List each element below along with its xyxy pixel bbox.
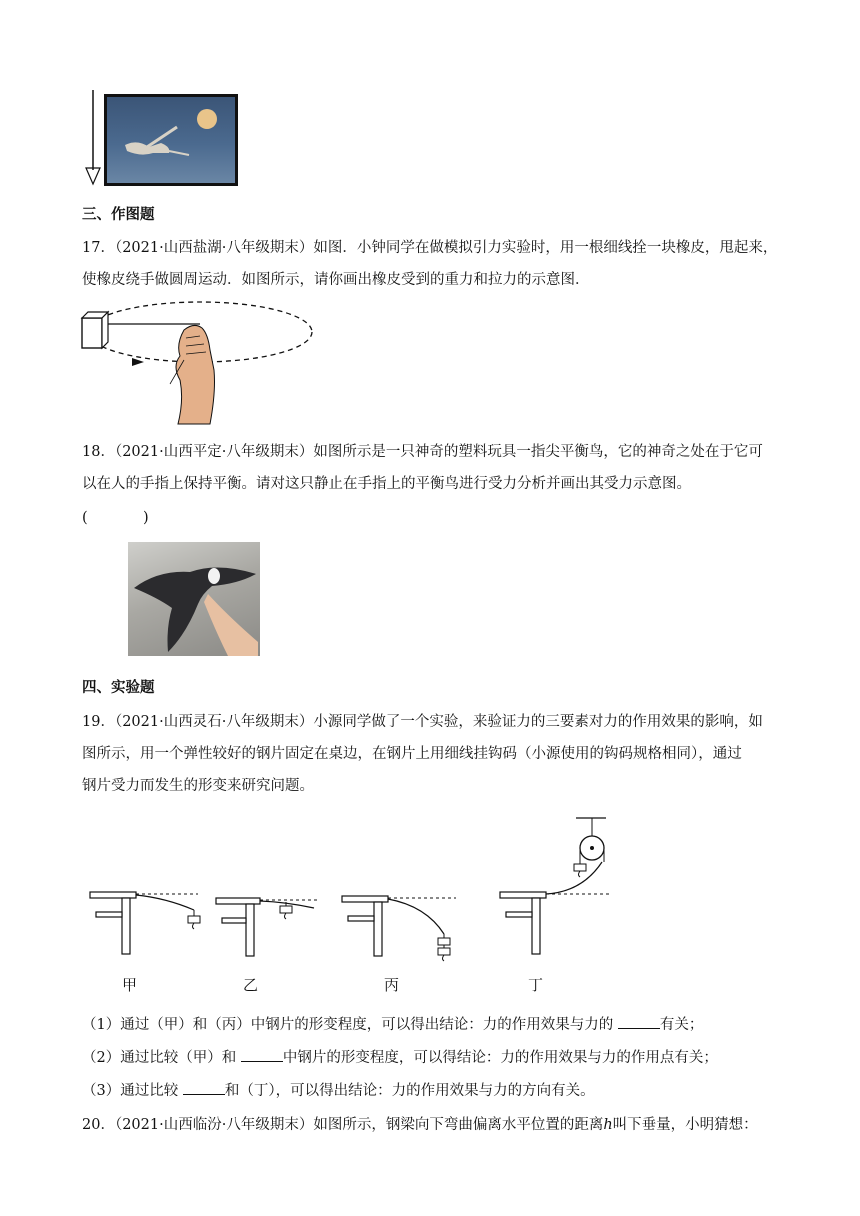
section-heading-drawing: 三、作图题 — [82, 207, 155, 223]
q19-sub1 — [82, 1014, 703, 1035]
q18-line2: 以在人的手指上保持平衡。请对这只静止在手指上的平衡鸟进行受力分析并画出其受力示意图。 — [82, 476, 691, 492]
q19-sub3-blank[interactable] — [183, 1080, 225, 1095]
q19-sub2-text: （2）通过比较（甲）和 — [82, 1050, 241, 1066]
goose-moon-image — [107, 97, 235, 183]
q17-line1: 17．（2021·山西盐湖·八年级期末）如图．小钟同学在做模拟引力实验时，用一根细线拴一块橡皮，甩起来， — [82, 240, 778, 256]
balance-bird-photo — [128, 542, 260, 656]
q18-answer-parentheses: ( ) — [82, 510, 149, 526]
steel-plate-experiment-figure — [86, 814, 646, 974]
q19-sub1-text: （1）通过（甲）和（丙）中钢片的形变程度，可以得出结论：力的作用效果与力的 — [82, 1017, 618, 1033]
q20-variable-h: h — [603, 1117, 613, 1133]
figure-label-bing: 丙 — [384, 976, 400, 994]
q17-line2: 使橡皮绕手做圆周运动．如图所示，请你画出橡皮受到的重力和拉力的示意图． — [82, 272, 590, 288]
q19-sub3 — [82, 1080, 595, 1101]
goose-moon-photo — [104, 94, 238, 186]
q19-line1: 19．（2021·山西灵石·八年级期末）小源同学做了一个实验，来验证力的三要素对力的作用效果的影响，如 — [82, 714, 763, 730]
q20-text: 20．（2021·山西临汾·八年级期末）如图所示，钢梁向下弯曲偏离水平位置的距离 — [82, 1117, 604, 1133]
q19-sub2-end: 中钢片的形变程度，可以得结论：力的作用效果与力的作用点有关； — [282, 1050, 718, 1066]
setup-bing — [342, 896, 456, 961]
previous-figure — [84, 88, 244, 188]
q19-sub1-end: 有关； — [659, 1017, 704, 1033]
figure-label-jia: 甲 — [122, 976, 138, 994]
setup-ding — [500, 818, 612, 954]
figure-label-yi: 乙 — [243, 976, 259, 994]
q19-sub3-end: 和（丁），可以得出结论：力的作用效果与力的方向有关。 — [224, 1083, 595, 1099]
balance-bird-image — [128, 542, 260, 656]
q19-sub1-blank[interactable] — [618, 1014, 660, 1029]
section-heading-experiment: 四、实验题 — [82, 680, 155, 696]
q19-sub3-text: （3）通过比较 — [82, 1083, 183, 1099]
q19-sub2 — [82, 1047, 718, 1068]
q19-line2: 图所示，用一个弹性较好的钢片固定在桌边，在钢片上用细线挂钩码（小源使用的钩码规格相同），通过 — [82, 746, 742, 762]
q20-line1 — [82, 1115, 758, 1135]
q18-line1: 18．（2021·山西平定·八年级期末）如图所示是一只神奇的塑料玩具一指尖平衡鸟，它的神奇之处在于它可 — [82, 444, 763, 460]
setup-jia — [90, 892, 200, 954]
figure-label-ding: 丁 — [528, 976, 544, 994]
q20-text-end: 叫下垂量，小明猜想： — [612, 1117, 758, 1133]
eraser-circular-motion-figure — [76, 300, 316, 430]
q19-sub2-blank[interactable] — [241, 1047, 283, 1062]
q19-line3: 钢片受力而发生的形变来研究问题。 — [82, 778, 314, 794]
setup-yi — [216, 898, 318, 956]
